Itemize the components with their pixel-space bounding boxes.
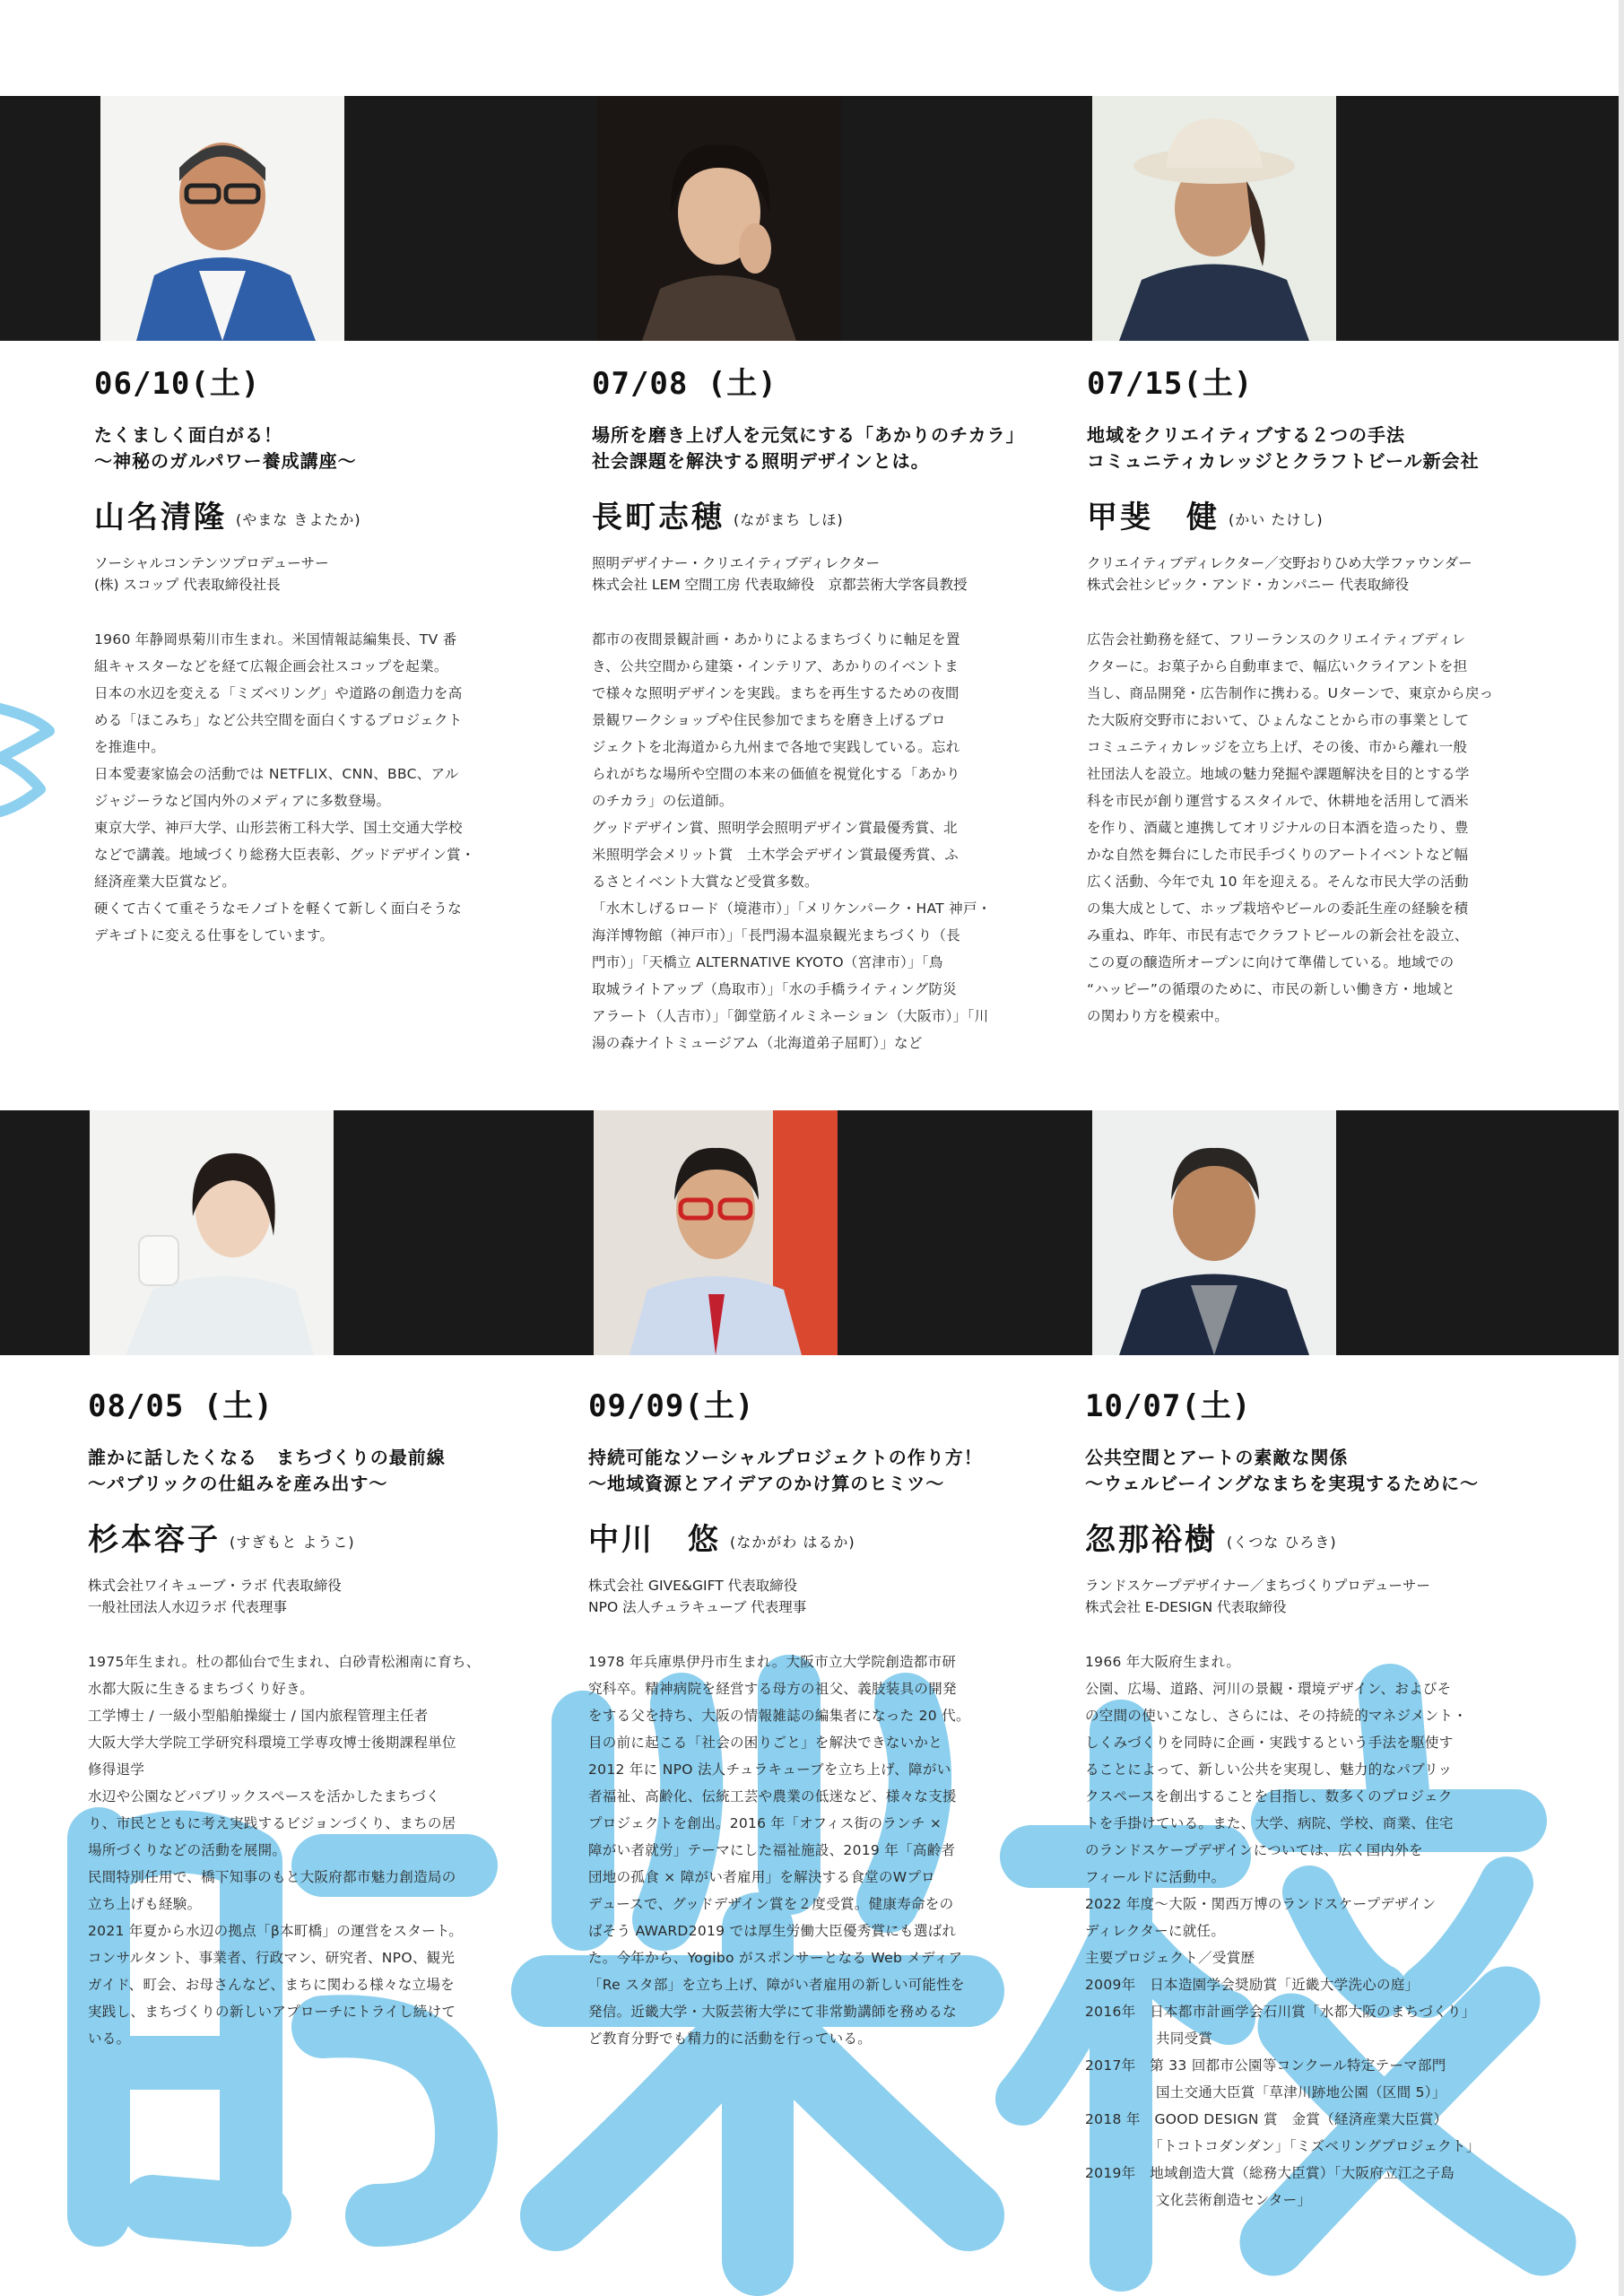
bio-line: コンサルタント、事業者、行政マン、研究者、NPO、観光 — [88, 1950, 456, 1966]
bio-line: 共同受賞 — [1085, 2031, 1213, 2047]
speaker-block-2 — [592, 359, 1094, 1057]
bio-line: 当し、商品開発・広告制作に携わる。Uターンで、東京から戻っ — [1087, 685, 1494, 701]
bio-line: 湯の森ナイトミュージアム（北海道弟子屈町）」など — [592, 1035, 923, 1051]
bio-line: 究科卒。精神病院を経営する母方の祖父、義肢装具の開発 — [588, 1681, 957, 1697]
bio-line: 取城ライトアップ（鳥取市）」「水の手橋ライティング防災 — [592, 981, 958, 997]
bio-line: 科を市民が創り運営するスタイルで、休耕地を活用して酒米 — [1087, 793, 1469, 809]
bio-line: しくみづくりを同時に企画・実践するという手法を駆使す — [1085, 1735, 1454, 1751]
bio-line: クターに。お菓子から自動車まで、幅広いクライアントを担 — [1087, 658, 1468, 674]
bio-line: める「ほこみち」など公共空間を面白くするプロジェクト — [94, 712, 463, 728]
event-title: 誰かに話したくなる まちづくりの最前線 〜パブリックの仕組みを産み出す〜 — [88, 1447, 446, 1494]
speaker-roles: 照明デザイナー・クリエイティブディレクター 株式会社 LEM 空間工房 代表取締役 京都芸術大学客員教授 — [592, 555, 968, 593]
bio-line: 2009年 日本造園学会奨励賞「近畿大学洗心の庭」 — [1085, 1977, 1420, 1993]
event-title: 場所を磨き上げ人を元気にする「あかりのチカラ」 社会課題を解決する照明デザインとは。 — [592, 424, 1025, 472]
bio-line: 2016年 日本都市計画学会石川賞「水都大阪のまちづくり」 — [1085, 2004, 1476, 2020]
bio-line: のランドスケープデザインについては、広く国内外を — [1085, 1842, 1423, 1858]
bio-line: のチカラ」の伝道師。 — [592, 793, 734, 809]
event-title: たくましく面白がる！ 〜神秘のガルパワー養成講座〜 — [94, 424, 357, 472]
bio-line: かな自然を舞台にした市民手づくりのアートイベントなど幅 — [1087, 847, 1469, 863]
bio-line: 場所づくりなどの活動を展開。 — [88, 1842, 287, 1858]
speaker-roles: 株式会社 GIVE&GIFT 代表取締役 NPO 法人チュラキューブ 代表理事 — [588, 1578, 807, 1615]
bio-line: アラート（人吉市）」「御堂筋イルミネーション（大阪市）」「川 — [592, 1008, 989, 1024]
bio-line: ガイド、町会、お母さんなど、まちに関わる様々な立場を — [88, 1977, 455, 1993]
bio-line: 海洋博物館（神戸市）」「長門湯本温泉観光まちづくり（長 — [592, 927, 960, 944]
bio-line: を作り、酒蔵と連携してオリジナルの日本酒を造ったり、豊 — [1087, 820, 1469, 836]
bio-line: るさとイベント大賞など受賞多数。 — [592, 874, 819, 890]
bio-line: の関わり方を模索中。 — [1087, 1008, 1229, 1024]
bio-line: 工学博士 / 一級小型船舶操縦士 / 国内旅程管理主任者 — [88, 1708, 429, 1724]
bio-line: などで講義。地域づくり総務大臣表彰、グッドデザイン賞・ — [94, 847, 475, 863]
bio-line: 社団法人を設立。地域の魅力発掘や課題解決を目的とする学 — [1087, 766, 1470, 782]
bio-line: グッドデザイン賞、照明学会照明デザイン賞最優秀賞、北 — [592, 820, 958, 836]
speaker-roles: ランドスケープデザイナー／まちづくりプロデューサー 株式会社 E-DESIGN 代表取締役 — [1085, 1578, 1430, 1615]
bio-line: デュースで、グッドデザイン賞を２度受賞。健康寿命をの — [588, 1896, 954, 1912]
bio-line: られがちな場所や空間の本来の価値を視覚化する「あかり — [592, 766, 960, 782]
event-date: 07/08 (土) — [592, 366, 777, 402]
bio-line: クスペースを創出することを目指し、数多くのプロジェク — [1085, 1788, 1453, 1805]
bio-line: り、市民とともに考え実践するビジョンづくり、まちの居 — [88, 1815, 456, 1831]
speaker-name: 中川 悠 (なかがわ はるか) — [588, 1522, 855, 1558]
speaker-bio — [1087, 626, 1589, 1030]
bio-line: 1978 年兵庫県伊丹市生まれ。大阪市立大学院創造都市研 — [588, 1654, 957, 1670]
speaker-reading: (ながまち しほ) — [734, 511, 844, 528]
bio-line: をする父を持ち、大阪の情報雑誌の編集者になった 20 代。 — [588, 1708, 970, 1724]
speaker-block-6 — [1085, 1381, 1596, 2213]
bio-line: コミュニティカレッジを立ち上げ、その後、市から離れ一般 — [1087, 739, 1468, 755]
event-title: 公共空間とアートの素敵な関係 〜ウェルビーイングなまちを実現するために〜 — [1085, 1447, 1479, 1494]
bio-line: 文化芸術創造センター」 — [1085, 2192, 1312, 2208]
speaker-name: 甲斐 健 (かい たけし) — [1087, 500, 1324, 535]
bio-line: た大阪府交野市において、ひょんなことから市の事業として — [1087, 712, 1470, 728]
bio-line: き、公共空間から建築・インテリア、あかりのイベントま — [592, 658, 959, 674]
bio-line: ディレクターに就任。 — [1085, 1923, 1226, 1939]
speaker-bio — [588, 1648, 1055, 2052]
speaker-bio — [1085, 1648, 1596, 2213]
bio-line: 「トコトコダンダン」「ミズベリングプロジェクト」 — [1085, 2138, 1481, 2154]
speaker-bio — [592, 626, 1094, 1057]
bio-line: ジャジーラなど国内外のメディアに多数登場。 — [94, 793, 391, 809]
bio-line: で様々な照明デザインを実践。まちを再生するための夜間 — [592, 685, 960, 701]
event-date: 08/05 (土) — [88, 1388, 274, 1424]
bio-line: 「Re スタ部」を立ち上げ、障がい者雇用の新しい可能性を — [588, 1977, 965, 1993]
speaker-block-3 — [1087, 359, 1589, 1030]
speaker-name: 山名清隆 (やまな きよたか) — [94, 500, 361, 535]
bio-line: 2022 年度〜大阪・関西万博のランドスケープデザイン — [1085, 1896, 1437, 1912]
speaker-block-5 — [588, 1381, 1055, 2052]
bio-line: 都市の夜間景観計画・あかりによるまちづくりに軸足を置 — [592, 631, 960, 648]
bio-line: この夏の醸造所オープンに向けて準備している。地域での — [1087, 954, 1455, 970]
bio-line: ばそう AWARD2019 では厚生労働大臣優秀賞にも選ばれ — [588, 1923, 957, 1939]
speaker-block-4 — [88, 1381, 554, 2052]
bio-line: 米照明学会メリット賞 土木学会デザイン賞最優秀賞、ふ — [592, 847, 960, 863]
bio-line: 2021 年夏から水辺の拠点「β本町橋」の運営をスタート。 — [88, 1923, 464, 1939]
bio-line: 門市）」「天橋立 ALTERNATIVE KYOTO（宮津市）」「鳥 — [592, 954, 943, 970]
bio-line: 東京大学、神戸大学、山形芸術工科大学、国土交通大学校 — [94, 820, 463, 836]
bio-line: 2012 年に NPO 法人チュラキューブを立ち上げ、障がい — [588, 1761, 951, 1778]
event-title: 地域をクリエイティブする２つの手法 コミュニティカレッジとクラフトビール新会社 — [1087, 424, 1480, 472]
bio-line: デキゴトに変える仕事をしています。 — [94, 927, 334, 944]
bio-line: 民間特別任用で、橋下知事のもと大阪府都市魅力創造局の — [88, 1869, 456, 1885]
bio-line: 日本愛妻家協会の活動では NETFLIX、CNN、BBC、アル — [94, 766, 459, 782]
bio-line: いる。 — [88, 2031, 131, 2047]
bio-line: 2019年 地域創造大賞（総務大臣賞）「大阪府立江之子島 — [1085, 2165, 1455, 2181]
bio-line: 大阪大学大学院工学研究科環境工学専攻博士後期課程単位 — [88, 1735, 456, 1751]
bio-line: 団地の孤食 × 障がい者雇用」を解決する食堂のWプロ — [588, 1869, 935, 1885]
bio-line: 1960 年静岡県菊川市生まれ。米国情報誌編集長、TV 番 — [94, 631, 457, 648]
bio-line: 1966 年大阪府生まれ。 — [1085, 1654, 1241, 1670]
bio-line: た。今年から、Yogibo がスポンサーとなる Web メディア — [588, 1950, 963, 1966]
bio-line: 組キャスターなどを経て広報企画会社スコップを起業。 — [94, 658, 448, 674]
bio-line: 障がい者就労」テーマにした福祉施設、2019 年「高齢者 — [588, 1842, 956, 1858]
bio-line: 2017年 第 33 回都市公園等コンクール特定テーマ部門 — [1085, 2057, 1446, 2074]
speaker-bio — [94, 626, 560, 949]
event-date: 10/07(土) — [1085, 1388, 1252, 1424]
bio-line: ど教育分野でも精力的に活動を行っている。 — [588, 2031, 873, 2047]
bio-line: 日本の水辺を変える「ミズベリング」や道路の創造力を高 — [94, 685, 463, 701]
event-title: 持続可能なソーシャルプロジェクトの作り方！ 〜地域資源とアイデアのかけ算のヒミツ〜 — [588, 1447, 983, 1494]
bio-line: 景観ワークショップや住民参加でまちを磨き上げるプロ — [592, 712, 946, 728]
event-date: 09/09(土) — [588, 1388, 755, 1424]
speaker-reading: (やまな きよたか) — [236, 511, 361, 528]
bio-line: を推進中。 — [94, 739, 166, 755]
bio-line: 2018 年 GOOD DESIGN 賞 金賞（経済産業大臣賞） — [1085, 2111, 1448, 2127]
bio-line: 立ち上げも経験。 — [88, 1896, 202, 1912]
event-date: 07/15(土) — [1087, 366, 1254, 402]
bio-line: 修得退学 — [88, 1761, 145, 1778]
bio-line: 広告会社勤務を経て、フリーランスのクリエイティブディレ — [1087, 631, 1466, 648]
bio-line: 目の前に起こる「社会の困りごと」を解決できないかと — [588, 1735, 943, 1751]
bio-line: の空間の使いこなし、さらには、その持続的マネジメント・ — [1085, 1708, 1468, 1724]
bio-line: 1975年生まれ。杜の都仙台で生まれ、白砂青松湘南に育ち、 — [88, 1654, 481, 1670]
event-date: 06/10(土) — [94, 366, 261, 402]
bio-line: 水辺や公園などパブリックスペースを活かしたまちづく — [88, 1788, 440, 1805]
speaker-reading: (くつな ひろき) — [1227, 1534, 1337, 1551]
bio-line: “ハッピー”の循環のために、市民の新しい働き方・地域と — [1087, 981, 1456, 997]
bio-line: 主要プロジェクト／受賞歴 — [1085, 1950, 1255, 1966]
speaker-name: 長町志穂 (ながまち しほ) — [592, 500, 844, 535]
bio-line: 発信。近畿大学・大阪芸術大学にて非常勤講師を務めるな — [588, 2004, 957, 2020]
bio-line: 水都大阪に生きるまちづくり好き。 — [88, 1681, 315, 1697]
bio-line: 実践し、まちづくりの新しいアプローチにトライし続けて — [88, 2004, 456, 2020]
bio-line: ジェクトを北海道から九州まで各地で実践している。忘れ — [592, 739, 960, 755]
bio-line: 「水木しげるロード（境港市）」「メリケンパーク・HAT 神戸・ — [592, 900, 992, 917]
speaker-roles: ソーシャルコンテンツプロデューサー (株) スコップ 代表取締役社長 — [94, 555, 329, 593]
bio-line: 硬くて古くて重そうなモノゴトを軽くて新しく面白そうな — [94, 900, 462, 917]
speaker-reading: (かい たけし) — [1229, 511, 1324, 528]
speaker-block-1 — [94, 359, 560, 949]
bio-line: 者福祉、高齢化、伝統工芸や農業の低迷など、様々な支援 — [588, 1788, 957, 1805]
bio-line: プロジェクトを創出。2016 年「オフィス街のランチ × — [588, 1815, 942, 1831]
bio-line: の集大成として、ホップ栽培やビールの委託生産の経験を積 — [1087, 900, 1469, 917]
speaker-bio — [88, 1648, 554, 2052]
bio-line: み重ね、昨年、市民有志でクラフトビールの新会社を設立、 — [1087, 927, 1469, 944]
bio-line: フィールドに活動中。 — [1085, 1869, 1226, 1885]
speaker-reading: (なかがわ はるか) — [730, 1534, 855, 1551]
bio-line: 公園、広場、道路、河川の景観・環境デザイン、およびそ — [1085, 1681, 1452, 1697]
speaker-reading: (すぎもと ようこ) — [230, 1534, 355, 1551]
bio-line: トを手掛けている。また、大学、病院、学校、商業、住宅 — [1085, 1815, 1454, 1831]
speaker-name: 杉本容子 (すぎもと ようこ) — [88, 1522, 355, 1558]
speaker-roles: 株式会社ワイキューブ・ラボ 代表取締役 一般社団法人水辺ラボ 代表理事 — [88, 1578, 342, 1615]
bio-line: 国土交通大臣賞「草津川跡地公園（区間 5）」 — [1085, 2084, 1446, 2100]
speaker-roles: クリエイティブディレクター／交野おりひめ大学ファウンダー 株式会社シビック・アンド・カンパニー 代表取締役 — [1087, 555, 1472, 593]
bio-line: 経済産業大臣賞など。 — [94, 874, 237, 890]
bio-line: ることによって、新しい公共を実現し、魅力的なパブリッ — [1085, 1761, 1453, 1778]
speaker-name: 忽那裕樹 (くつな ひろき) — [1085, 1522, 1337, 1558]
page-edge-shadow — [1619, 0, 1624, 2296]
bio-line: 広く活動、今年で丸 10 年を迎える。そんな市民大学の活動 — [1087, 874, 1469, 890]
